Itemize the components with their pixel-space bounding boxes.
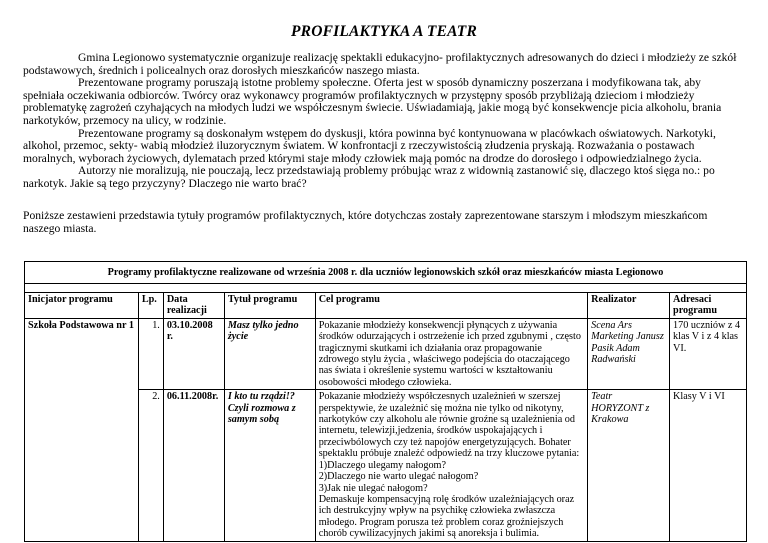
cell-date: 03.10.2008 r. bbox=[163, 318, 224, 389]
programs-table bbox=[24, 261, 747, 542]
cell-date: 06.11.2008r. bbox=[163, 390, 224, 541]
cell-audience: Klasy V i VI bbox=[670, 390, 747, 541]
table-intro-note: Poniższe zestawieni przedstawia tytuły programów profilaktycznych, które dotychczas zostały zaprezentowane starszym i młodszym mieszkańcom naszego miasta. bbox=[23, 209, 708, 235]
cell-lp: 2. bbox=[138, 390, 163, 541]
cell-initiator: Szkoła Podstawowa nr 1 bbox=[25, 318, 139, 541]
header-title: Tytuł programu bbox=[224, 293, 315, 319]
header-date: Data realizacji bbox=[163, 293, 224, 319]
intro-paragraph: Prezentowane programy poruszają istotne problemy społeczne. Oferta jest w sposób dynamiczny poszerzana i modyfikowana tak, aby spełniała oczekiwania odbiorców. Twórcy oraz wykonawcy programów profilaktycznych w przystępny sposób przybliżają dzieciom i młodzieży problematykę zagrożeń czyhających na młodych ludzi we współczesnym świecie. Uświadamiają, jakie mogą być konsekwencje picia alkoholu, brania narkotyków, przemocy na ulicy, w rodzinie. bbox=[23, 76, 722, 127]
cell-title: Masz tylko jedno życie bbox=[224, 318, 315, 389]
intro-paragraph: Gmina Legionowo systematycznie organizuje realizację spektakli edukacyjno- profilaktycznych adresowanych do dzieci i młodzieży ze szkół podstawowych, średnich i policealnych oraz dorosłych mieszkańców naszego miasta. bbox=[23, 51, 737, 77]
table-caption: Programy profilaktyczne realizowane od września 2008 r. dla uczniów legionowskich szkół oraz mieszkańców miasta Legionowo bbox=[25, 262, 747, 284]
table-spacer bbox=[25, 284, 747, 293]
table-row bbox=[25, 318, 747, 389]
header-realizer: Realizator bbox=[588, 293, 670, 319]
header-lp: Lp. bbox=[138, 293, 163, 319]
intro-paragraph: Prezentowane programy są doskonałym wstępem do dyskusji, która powinna być kontynuowana w placówkach oświatowych. Narkotyki, alkohol, przemoc, sekty- wabią młodzież iluzorycznym światem. W konfrontacji z rzeczywistością złudzenia pryskają. Rozważania o postawach moralnych, wyborach życiowych, dylematach przed którymi staje młody człowiek mają pomóc na drodze do dorosłego i odpowiedzialnego życia. bbox=[23, 126, 716, 165]
cell-goal: Pokazanie młodzieży współczesnych uzależnień w szerszej perspektywie, że uzależnić się można nie tylko od nikotyny, narkotyków czy alkoholu ale równie groźne są uzależnienia od internetu, telewizji,jedzenia, środków uspokajających i przeciwbólowych czy też napojów energetyzujących. Bohater spektaklu próbuje znaleźć odpowiedź na trzy kluczowe pytania: 1)Dlaczego ulegamy nałogom? 2)Dlaczego nie warto ulegać nałogom? 3)Jak nie ulegać nałogom? Demaskuje kompensacyjną rolę środków uzależniających oraz ich destrukcyjny wpływ na psychikę człowieka zwłaszcza młodego. Program porusza też problem coraz groźniejszych chorób cywilizacyjnych jakimi są anoreksja i bulimia. bbox=[315, 390, 587, 541]
cell-audience: 170 uczniów z 4 klas V i z 4 klas VI. bbox=[670, 318, 747, 389]
cell-realizer: Teatr HORYZONT z Krakowa bbox=[588, 390, 670, 541]
header-goal: Cel programu bbox=[315, 293, 587, 319]
page-title: PROFILAKTYKA A TEATR bbox=[290, 23, 478, 40]
cell-goal: Pokazanie młodzieży konsekwencji płynących z używania środków odurzających i ostrzeżenie ich przed zgubnymi , często tragicznymi skutkami ich działania oraz propagowanie zdrowego stylu życia , właściwego podejścia do otaczającego nas świata i określenie systemu wartości w kształtowaniu osobowości młodego człowieka. bbox=[315, 318, 587, 389]
cell-lp: 1. bbox=[138, 318, 163, 389]
table-header-row bbox=[25, 293, 747, 319]
intro-paragraph: Autorzy nie moralizują, nie pouczają, lecz przedstawiają problemy próbując wraz z widownią zastanowić się, dlaczego ktoś sięga no.: po narkotyk. Jakie są tego przyczyny? Dlaczego nie warto brać? bbox=[23, 164, 715, 190]
intro-text bbox=[23, 52, 745, 191]
header-audience: Adresaci programu bbox=[670, 293, 747, 319]
cell-title: I kto tu rządzi!? Czyli rozmowa z samym sobą bbox=[224, 390, 315, 541]
cell-realizer: Scena Ars Marketing Janusz Pasik Adam Radwański bbox=[588, 318, 670, 389]
header-initiator: Inicjator programu bbox=[25, 293, 139, 319]
